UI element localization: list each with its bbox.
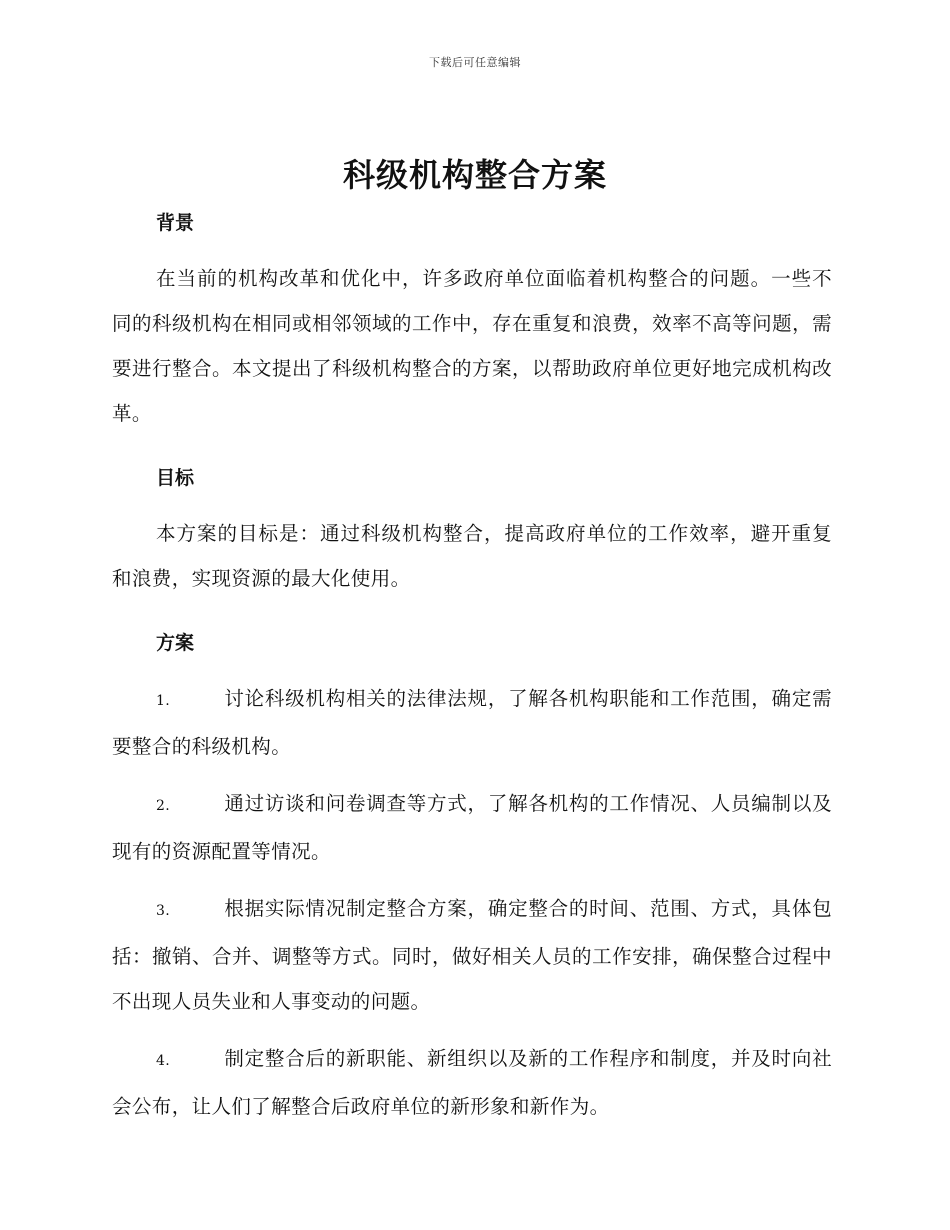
document-body [112, 208, 832, 1141]
list-item-text: 讨论科级机构相关的法律法规，了解各机构职能和工作范围，确定需要整合的科级机构。 [112, 687, 832, 758]
section-heading-plan: 方案 [156, 632, 195, 654]
list-item [112, 781, 832, 874]
list-item-number: 1. [156, 693, 171, 709]
list-item-text: 制定整合后的新职能、新组织以及新的工作程序和制度，并及时向社会公布，让人们了解整合后政府单位的新形象和新作为。 [112, 1047, 832, 1118]
header-note: 下载后可任意编辑 [429, 56, 521, 69]
list-item-text: 根据实际情况制定整合方案，确定整合的时间、范围、方式，具体包括：撤销、合并、调整等方式。同时，做好相关人员的工作安排，确保整合过程中不出现人员失业和人事变动的问题。 [112, 897, 832, 1013]
document-title: 科级机构整合方案 [342, 156, 607, 194]
list-item [112, 1036, 832, 1129]
plan-list [112, 676, 832, 1129]
list-item-number: 3. [156, 903, 171, 919]
section-heading-background: 背景 [156, 212, 195, 234]
list-item [112, 886, 832, 1024]
section-heading-goal: 目标 [156, 467, 195, 489]
section-text-background: 在当前的机构改革和优化中，许多政府单位面临着机构整合的问题。一些不同的科级机构在相同或相邻领域的工作中，存在重复和浪费，效率不高等问题，需要进行整合。本文提出了科级机构整合的方案，以帮助政府单位更好地完成机构改革。 [112, 267, 832, 425]
section-text-goal: 本方案的目标是：通过科级机构整合，提高政府单位的工作效率，避开重复和浪费，实现资源的最大化使用。 [112, 522, 832, 590]
list-item-number: 2. [156, 798, 171, 814]
list-item-text: 通过访谈和问卷调查等方式，了解各机构的工作情况、人员编制以及现有的资源配置等情况。 [112, 792, 832, 863]
list-item-number: 4. [156, 1053, 171, 1069]
list-item [112, 676, 832, 769]
